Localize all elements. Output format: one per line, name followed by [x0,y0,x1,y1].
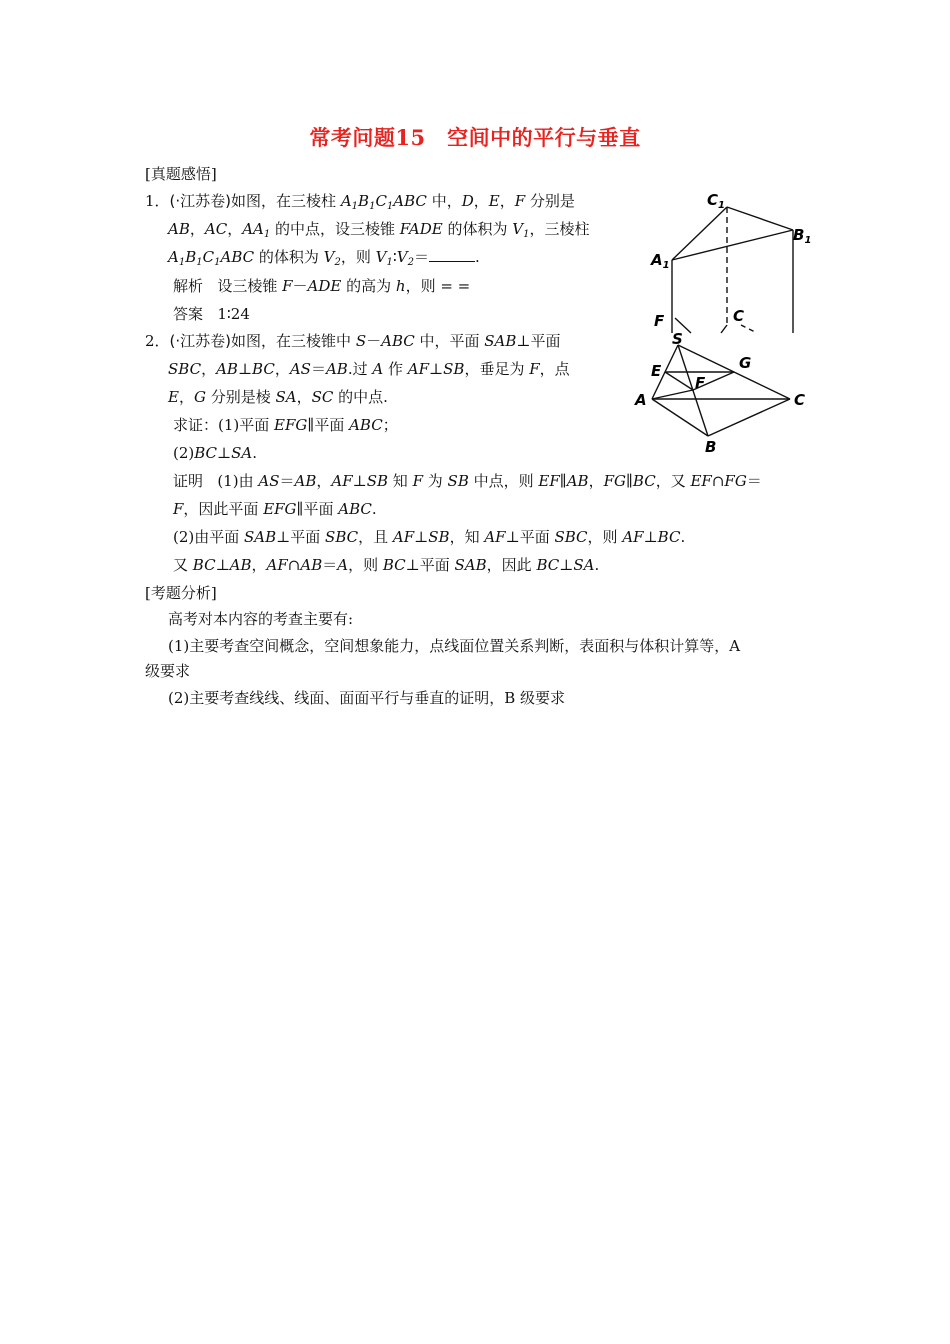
analysis-item-1: (1)主要考查空间概念，空间想象能力，点线面位置关系判断，表面积与体积计算等，A [168,637,741,655]
analysis-item-1-cont: 级要求 [145,662,191,680]
q1-analysis: 解析 设三棱锥 F－ADE 的高为 h，则 = = [173,277,471,295]
label-f: F [654,312,665,330]
section-header-real-questions: [真题感悟] [145,165,217,183]
q2-prove-2: (2)BC⊥SA. [173,444,258,462]
q2-proof-1: 证明 (1)由 AS＝AB，AF⊥SB 知 F 为 SB 中点，则 EF∥AB，FG∥BC，又 EF∩FG＝ [173,472,762,490]
answer-blank [429,249,475,262]
label-a1: $A_1$ [651,251,670,271]
q1-line-1: 1．(·江苏卷)如图，在三棱柱 $A_1B_1C_1ABC$ 中，D，E，F 分别是 [145,192,575,212]
q2-proof-3: (2)由平面 SAB⊥平面 SBC，且 AF⊥SB，知 AF⊥平面 SBC，则 AF⊥BC. [173,528,686,546]
label-f: F [695,374,706,392]
analysis-item-2: (2)主要考查线线、线面、面面平行与垂直的证明，B 级要求 [168,689,566,707]
edge-c1-b1 [727,207,793,230]
edge-b-c [708,399,790,436]
q1-answer: 答案 1∶24 [173,305,250,323]
pyramid-figure [632,333,812,458]
label-g: G [739,354,752,372]
q2-line-2: SBC，AB⊥BC，AS＝AB.过 A 作 AF⊥SB，垂足为 F，点 [168,360,570,378]
analysis-intro: 高考对本内容的考查主要有: [168,610,354,628]
label-s: S [672,333,683,348]
q2-line-3: E，G 分别是棱 SA，SC 的中点. [168,388,388,406]
edge-fragment-c [721,325,727,333]
edge-a1-b1 [672,230,793,260]
prism-figure [645,185,825,335]
q2-line-1: 2．(·江苏卷)如图，在三棱锥中 S－ABC 中，平面 SAB⊥平面 [145,332,561,350]
q1-line-3: $A_1B_1C_1ABC$ 的体积为 $V_2$，则 $V_1∶V_2=$ . [168,248,480,268]
label-c1: $C_1$ [707,191,725,211]
page-title: 常考问题15 空间中的平行与垂直 [309,125,641,150]
label-c: C [733,307,745,325]
label-b: B [705,438,717,456]
label-c: C [794,391,806,409]
edge-c1-a1 [672,207,727,260]
edge-fragment-f [675,318,691,333]
edge-fragment-hidden [741,325,757,333]
section-header-analysis: [考题分析] [145,584,217,602]
q2-proof-4: 又 BC⊥AB，AF∩AB＝A，则 BC⊥平面 SAB，因此 BC⊥SA. [173,556,600,574]
edge-a-f [652,390,693,399]
q1-line-2: AB，AC，$AA_1$ 的中点，设三棱锥 FADE 的体积为 $V_1$，三棱柱 [168,220,590,240]
edge-e-f [665,372,693,390]
q2-proof-2: F，因此平面 EFG∥平面 ABC. [173,500,377,518]
label-e: E [651,362,662,380]
label-a: A [635,391,647,409]
q2-prove-1: 求证：(1)平面 EFG∥平面 ABC； [173,416,398,434]
label-b1: $B_1$ [793,226,812,246]
edge-a-b [652,399,708,436]
